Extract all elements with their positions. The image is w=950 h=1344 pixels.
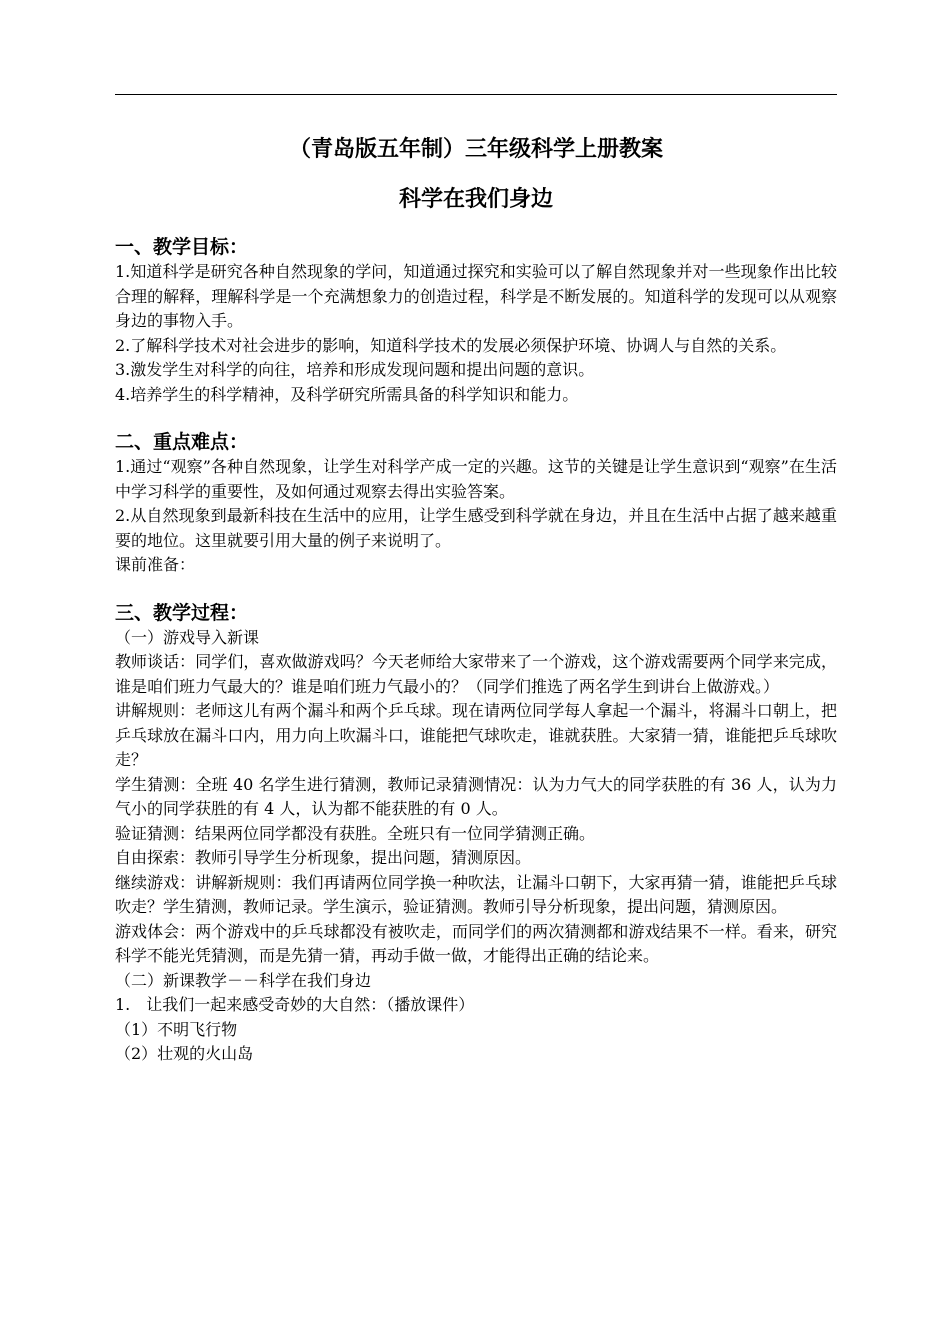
document-body xyxy=(115,128,837,1067)
process-paragraph: 游戏体会：两个游戏中的乒乓球都没有被吹走，而同学们的两次猜测都和游戏结果不一样。看来，研究科学不能光凭猜测，而是先猜一猜，再动手做一做，才能得出正确的结论来。 xyxy=(115,921,837,965)
key-points-list xyxy=(115,455,837,578)
process-paragraph: 验证猜测：结果两位同学都没有获胜。全班只有一位同学猜测正确。 xyxy=(115,823,596,843)
document-subtitle: 科学在我们身边 xyxy=(398,186,553,212)
part2-item: （2）壮观的火山岛 xyxy=(115,1044,254,1063)
key-point-item: 2.从自然现象到最新科技在生活中的应用，让学生感受到科学就在身边，并且在生活中占据了越来越重要的地位。这里就要引用大量的例子来说明了。 xyxy=(115,506,837,550)
part1-paragraphs xyxy=(115,650,837,969)
process-paragraph: 教师谈话：同学们，喜欢做游戏吗？今天老师给大家带来了一个游戏，这个游戏需要两个同学来完成，谁是咱们班力气最大的？谁是咱们班力气最小的？（同学们推选了两名学生到讲台上做游戏。） xyxy=(115,652,837,696)
process-paragraph: 继续游戏：讲解新规则：我们再请两位同学换一种吹法，让漏斗口朝下，大家再猜一猜，谁能把乒乓球吹走？学生猜测，教师记录。学生演示，验证猜测。教师引导分析现象，提出问题，猜测原因。 xyxy=(115,872,837,916)
prep-label: 课前准备： xyxy=(115,555,196,574)
goal-item: 1.知道科学是研究各种自然现象的学问，知道通过探究和实验可以了解自然现象并对一些现象作出比较合理的解释，理解科学是一个充满想象力的创造过程，科学是不断发展的。知道科学的发现可以从观察身边的事物入手。 xyxy=(115,262,837,330)
part2-heading: （二）新课教学－－科学在我们身边 xyxy=(115,970,372,990)
part2-item: （1）不明飞行物 xyxy=(115,1019,238,1039)
document-title: （青岛版五年制）三年级科学上册教案 xyxy=(288,136,663,162)
part1-heading: （一）游戏导入新课 xyxy=(115,627,260,647)
part2-item: 1. 让我们一起来感受奇妙的大自然：（播放课件） xyxy=(115,995,475,1014)
goal-item: 4.培养学生的科学精神，及科学研究所需具备的科学知识和能力。 xyxy=(115,384,579,404)
process-paragraph: 讲解规则：老师这儿有两个漏斗和两个乒乓球。现在请两位同学每人拿起一个漏斗，将漏斗口朝上，把乒乓球放在漏斗口内，用力向上吹漏斗口，谁能把气球吹走，谁就获胜。大家猜一猜，谁能把乒乓球吹走？ xyxy=(115,701,837,769)
section-heading-key-points: 二、重点难点： xyxy=(115,431,249,453)
header-rule xyxy=(115,94,837,95)
section-heading-goals: 一、教学目标： xyxy=(115,236,249,258)
goal-item: 3.激发学生对科学的向往，培养和形成发现问题和提出问题的意识。 xyxy=(115,360,595,379)
goals-list xyxy=(115,260,837,407)
section-heading-process: 三、教学过程： xyxy=(115,601,249,624)
part2-items xyxy=(115,993,837,1067)
process-paragraph: 自由探索：教师引导学生分析现象，提出问题，猜测原因。 xyxy=(115,848,532,867)
key-point-item: 1.通过“观察”各种自然现象，让学生对科学产成一定的兴趣。这节的关键是让学生意识到“观察”在生活中学习科学的重要性，及如何通过观察去得出实验答案。 xyxy=(115,457,837,501)
process-paragraph: 学生猜测：全班 40 名学生进行猜测，教师记录猜测情况：认为力气大的同学获胜的有 36 人，认为力气小的同学获胜的有 4 人，认为都不能获胜的有 0 人。 xyxy=(115,774,837,818)
goal-item: 2.了解科学技术对社会进步的影响，知道科学技术的发展必须保护环境、协调人与自然的关系。 xyxy=(115,335,787,355)
